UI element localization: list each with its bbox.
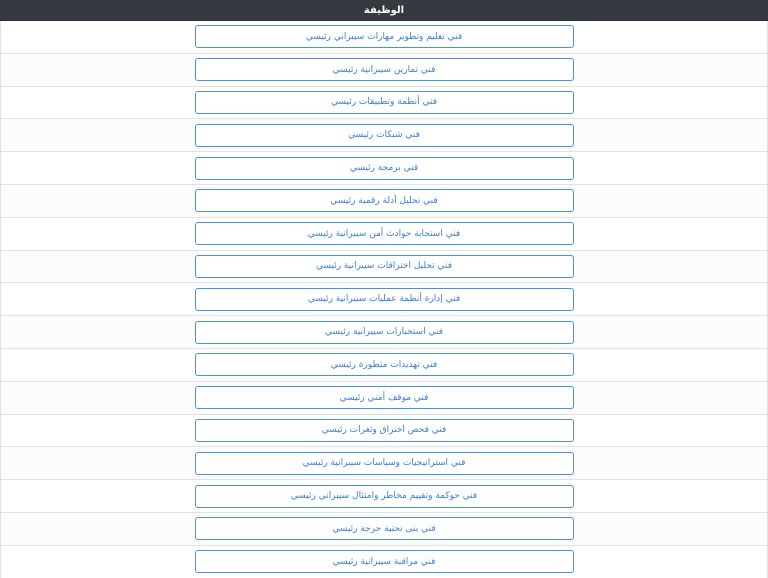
job-button-17[interactable]: فني مراقبة سيبرانية رئيسي bbox=[195, 550, 574, 573]
job-button-15[interactable]: فني حوكمة وتقييم مخاطر وامتثال سيبراني رئيسي bbox=[195, 485, 574, 508]
table-row bbox=[1, 87, 767, 120]
table-row bbox=[1, 54, 767, 87]
job-button-12[interactable]: فني موقف أمني رئيسي bbox=[195, 386, 574, 409]
table-row bbox=[1, 119, 767, 152]
job-button-3[interactable]: فني أنظمة وتطبيقات رئيسي bbox=[195, 91, 574, 114]
job-button-16[interactable]: فني بنى تحتية حرجة رئيسي bbox=[195, 517, 574, 540]
job-button-13[interactable]: فني فحص اختراق وثغرات رئيسي bbox=[195, 419, 574, 442]
table-row bbox=[1, 513, 767, 546]
jobs-table bbox=[0, 21, 768, 578]
job-button-14[interactable]: فني استراتيجيات وسياسات سيبرانية رئيسي bbox=[195, 452, 574, 475]
job-button-10[interactable]: فني استخبارات سيبرانية رئيسي bbox=[195, 321, 574, 344]
job-button-5[interactable]: فني برمجة رئيسي bbox=[195, 157, 574, 180]
table-row bbox=[1, 480, 767, 513]
job-button-2[interactable]: فني تمارين سيبرانية رئيسي bbox=[195, 58, 574, 81]
job-button-8[interactable]: فني تحليل اختراقات سيبرانية رئيسي bbox=[195, 255, 574, 278]
table-row bbox=[1, 316, 767, 349]
table-row bbox=[1, 185, 767, 218]
table-header bbox=[0, 0, 768, 21]
table-row bbox=[1, 546, 767, 578]
job-button-1[interactable]: فني تعليم وتطوير مهارات سيبراني رئيسي bbox=[195, 25, 574, 48]
job-button-7[interactable]: فني استجابة حوادث أمن سيبرانية رئيسي bbox=[195, 222, 574, 245]
table-row bbox=[1, 251, 767, 284]
job-button-9[interactable]: فني إدارة أنظمة عمليات سيبرانية رئيسي bbox=[195, 288, 574, 311]
table-row bbox=[1, 152, 767, 185]
column-header-job: الوظيفة bbox=[363, 4, 405, 16]
table-row bbox=[1, 382, 767, 415]
job-button-11[interactable]: فني تهديدات متطورة رئيسي bbox=[195, 353, 574, 376]
table-row bbox=[1, 218, 767, 251]
job-button-4[interactable]: فني شبكات رئيسي bbox=[195, 124, 574, 147]
table-row bbox=[1, 283, 767, 316]
job-button-6[interactable]: فني تحليل أدلة رقمية رئيسي bbox=[195, 189, 574, 212]
table-row bbox=[1, 415, 767, 448]
table-row bbox=[1, 21, 767, 54]
table-row bbox=[1, 447, 767, 480]
table-row bbox=[1, 349, 767, 382]
